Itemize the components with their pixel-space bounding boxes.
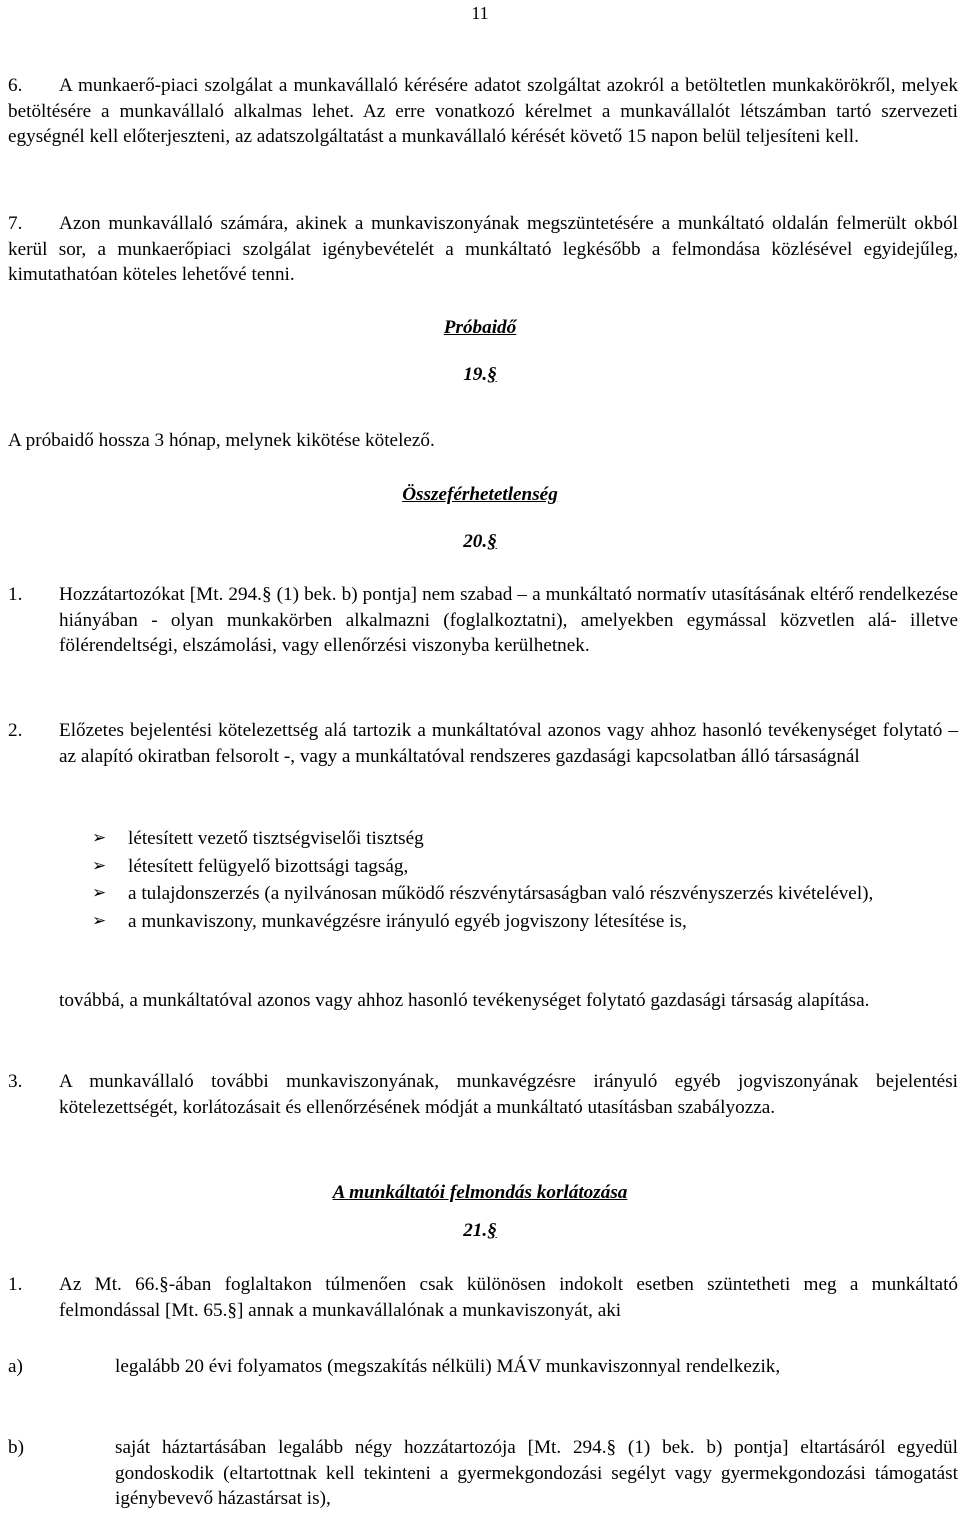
paragraph-6 — [8, 73, 958, 150]
section-21-item-b — [8, 1435, 958, 1512]
list-item: ➢ létesített felügyelő bizottsági tagság, — [92, 854, 958, 880]
arrow-bullet-icon: ➢ — [92, 883, 107, 903]
arrow-bullet-icon: ➢ — [92, 828, 107, 848]
section-20-point-2 — [8, 718, 958, 769]
point-text: A munkavállaló további munkaviszonyának, munkavégzésre irányuló egyéb jogviszonyának bejelentési kötelezettségét, korlátozásait és ellenőrzésének módját a munkáltató utasításban szabályozza. — [59, 1071, 958, 1118]
section-number-19 — [0, 362, 960, 388]
item-label: b) — [8, 1437, 24, 1458]
arrow-bullet-icon: ➢ — [92, 855, 107, 876]
paragraph-7 — [8, 211, 958, 288]
point-text: Hozzátartozókat [Mt. 294.§ (1) bek. b) pontja] nem szabad – a munkáltató normatív utasításának eltérő rendelkezése hiányában - olyan munkakörben alkalmazni (foglalkoztatni), amelyekben egymással közvetlen alá- illetve fölérendeltségi, elszámolási, vagy ellenőrzési viszonyba kerülhetnek. — [59, 584, 958, 656]
section-heading-munkaltatoi-felmondas: A munkáltatói felmondás korlátozása — [332, 1182, 628, 1203]
point-text: Az Mt. 66.§-ában foglaltakon túlmenően csak különösen indokolt esetben szüntetheti meg a munkáltató felmondással [Mt. 65.§] annak a munkavállalónak a munkaviszonyát, aki — [59, 1274, 958, 1321]
section-20-point-2-continuation — [8, 988, 958, 1014]
paragraph-number: 6. — [8, 75, 23, 96]
item-text: legalább 20 évi folyamatos (megszakítás nélküli) MÁV munkaviszonnyal rendelkezik, — [115, 1356, 781, 1377]
arrow-bullet-icon: ➢ — [92, 910, 107, 931]
section-number: 21. — [463, 1220, 488, 1241]
section-heading-probaido: Próbaidő — [443, 317, 517, 338]
point-number: 3. — [8, 1071, 23, 1092]
list-item: ➢ létesített vezető tisztségviselői tisztség — [92, 826, 958, 852]
paragraph-text: A munkaerő-piaci szolgálat a munkavállaló kérésére adatot szolgáltat azokról a betöltetlen munkakörökről, melyek betöltésére a munkavállaló alkalmas lehet. Az erre vonatkozó kérelmet a munkavállalót létszámban tartó szervezeti egységnél kell előterjeszteni, az adatszolgáltatást a munkavállaló kérését követő 15 napon belül teljesíteni kell. — [8, 75, 958, 147]
item-label: a) — [8, 1356, 23, 1377]
page-number: 11 — [471, 3, 489, 23]
paragraph-text: Azon munkavállaló számára, akinek a munkaviszonyának megszüntetésére a munkáltató oldalán felmerült okból kerül sor, a munkaerőpiaci szolgálat igénybevételét a munkáltató legkésőbb a felmondása közlésével egyidejűleg, kimutathatóan köteles lehetővé tenni. — [8, 213, 958, 285]
section-20-point-3 — [8, 1069, 958, 1120]
bullet-list — [92, 826, 958, 934]
section-symbol: § — [487, 531, 497, 552]
point-text: Előzetes bejelentési kötelezettség alá tartozik a munkáltatóval azonos vagy ahhoz hasonló tevékenységet folytató – az alapító okiratban felsorolt -, vagy a munkáltatóval rendszeres gazdasági kapcsolatban álló társaságnál — [59, 720, 958, 767]
item-text: saját háztartásában legalább négy hozzátartozója [Mt. 294.§ (1) bek. b) pontja] eltartásáról egyedül gondoskodik (eltartottnak kell tekinteni a gyermekgondozási segélyt vagy gyermekgondozási támogatást igénybevevő házastársat is), — [115, 1437, 958, 1509]
list-item: ➢ a tulajdonszerzés (a nyilvánosan működő részvénytársaságban való részvényszerzés kivételével), — [92, 881, 958, 907]
paragraph-number: 7. — [8, 213, 23, 234]
section-number-20 — [0, 529, 960, 555]
section-number-21 — [0, 1218, 960, 1244]
point-number: 1. — [8, 1274, 23, 1295]
section-symbol: § — [487, 1220, 497, 1241]
section-heading-osszeferhetetlenseg: Összeférhetetlenség — [402, 484, 558, 505]
point-number: 1. — [8, 584, 23, 605]
section-21-item-a — [8, 1354, 958, 1380]
section-number: 20. — [463, 531, 488, 552]
list-item: ➢ a munkaviszony, munkavégzésre irányuló egyéb jogviszony létesítése is, — [92, 909, 958, 935]
section-symbol: § — [487, 364, 497, 385]
continuation-text: továbbá, a munkáltatóval azonos vagy ahhoz hasonló tevékenységet folytató gazdasági társaság alapítása. — [59, 990, 870, 1011]
point-number: 2. — [8, 720, 23, 741]
section-21-point-1 — [8, 1272, 958, 1323]
section-number: 19. — [463, 364, 488, 385]
section-20-point-1 — [8, 582, 958, 659]
section-19-text: A próbaidő hossza 3 hónap, melynek kikötése kötelező. — [8, 430, 435, 451]
